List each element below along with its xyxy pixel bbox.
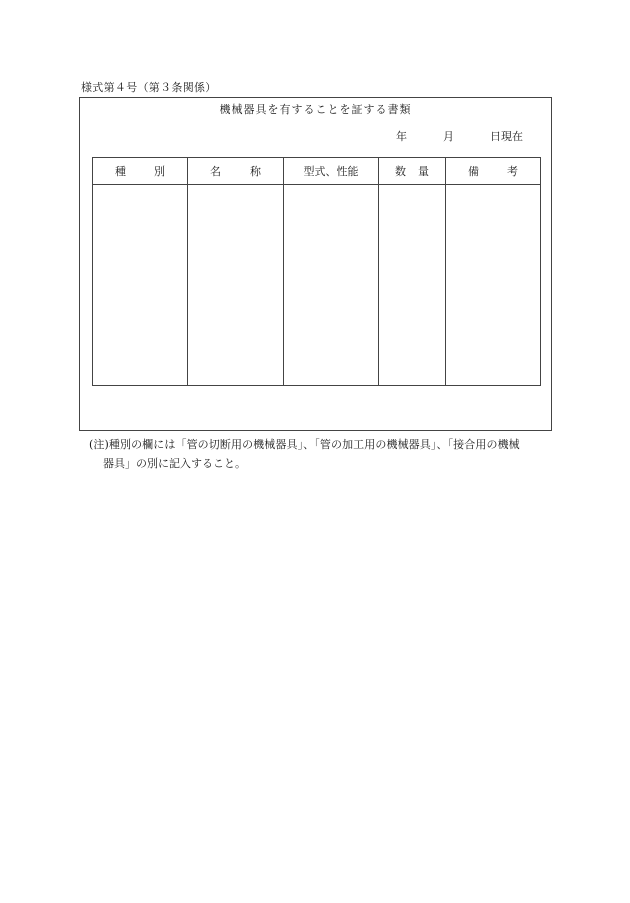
- header-type-char1: 種: [115, 165, 126, 178]
- header-remarks-char2: 考: [507, 165, 518, 178]
- cell-type[interactable]: [93, 185, 188, 386]
- date-day-label: 日現在: [490, 130, 523, 143]
- note-line-1: (注)種別の欄には「管の切断用の機械器具」、「管の加工用の機械器具」、「接合用の機械: [89, 438, 520, 451]
- cell-remarks[interactable]: [446, 185, 541, 386]
- date-year-label: 年: [396, 130, 407, 143]
- note: [89, 435, 549, 473]
- date-month-label: 月: [443, 130, 454, 143]
- table-header-row: [93, 158, 541, 185]
- document-frame: [79, 97, 552, 431]
- header-name-char2: 称: [250, 165, 261, 178]
- header-quantity-char1: 数: [395, 165, 406, 178]
- equipment-table: [92, 157, 541, 386]
- header-name: [188, 158, 284, 185]
- header-remarks-char1: 備: [468, 165, 479, 178]
- document-title: 機械器具を有することを証する書類: [219, 103, 412, 116]
- form-number: 様式第４号（第３条関係）: [81, 81, 217, 94]
- cell-quantity[interactable]: [379, 185, 446, 386]
- header-name-char1: 名: [210, 165, 221, 178]
- header-model-text: 型式、性能: [303, 165, 359, 178]
- header-quantity: [379, 158, 446, 185]
- header-remarks: [446, 158, 541, 185]
- header-type-char2: 別: [154, 165, 165, 178]
- note-line-2: 器具」の別に記入すること。: [103, 457, 246, 470]
- header-model: [284, 158, 379, 185]
- cell-model[interactable]: [284, 185, 379, 386]
- header-type: [93, 158, 188, 185]
- table-body-row: [93, 185, 541, 386]
- header-quantity-char2: 量: [418, 165, 429, 178]
- cell-name[interactable]: [188, 185, 284, 386]
